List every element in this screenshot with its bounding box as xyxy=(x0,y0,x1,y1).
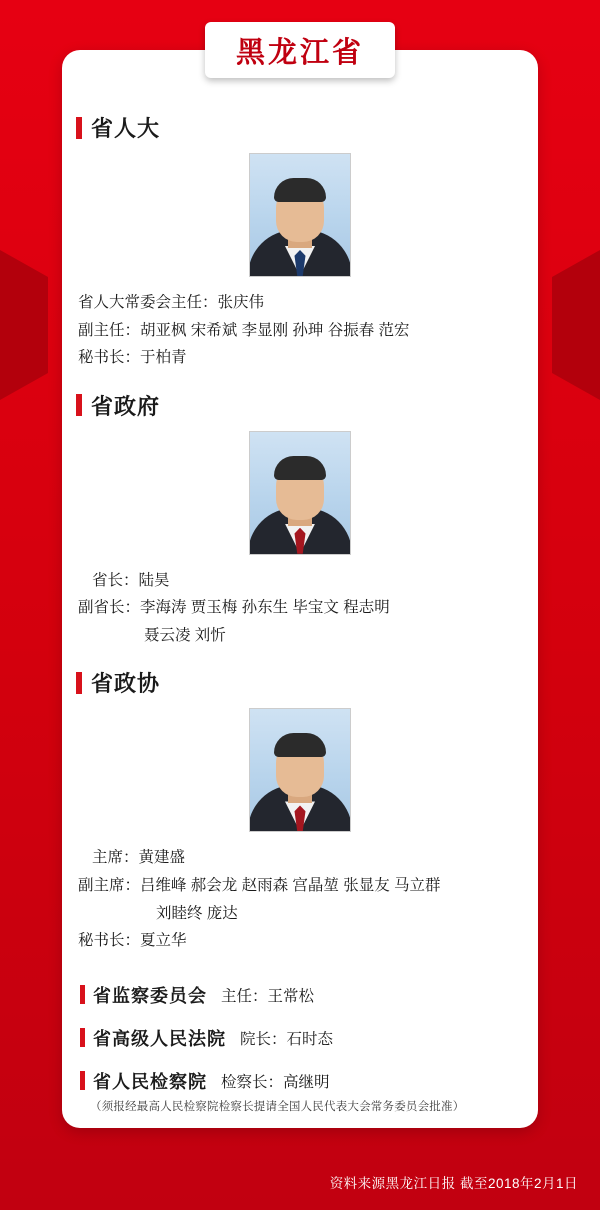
ribbon-right-decoration xyxy=(552,250,600,400)
mini-rows xyxy=(62,955,538,1114)
section-provincial-peoples-congress xyxy=(62,50,538,372)
officials-line: 主席：黄建盛 xyxy=(92,849,186,867)
section-lines xyxy=(62,567,538,650)
mini-row-value: 院长：石时态 xyxy=(240,1030,334,1048)
officials-line: 副主席：吕维峰 郝会龙 赵雨森 宫晶堃 张显友 马立群 xyxy=(78,877,441,895)
mini-row-value: 主任：王常松 xyxy=(221,987,315,1005)
officials-line: 刘睦终 庞达 xyxy=(156,904,238,922)
content-card xyxy=(62,50,538,1128)
mini-row-supervisory-commission xyxy=(62,982,538,1008)
portrait-photo-wrap xyxy=(62,708,538,832)
portrait-photo xyxy=(249,708,351,832)
accent-bar-icon xyxy=(76,394,82,416)
hair-shape xyxy=(274,733,326,757)
mini-row-title: 省高级人民法院 xyxy=(93,1028,226,1049)
page-title: 黑龙江省 xyxy=(235,36,364,69)
section-heading xyxy=(62,390,538,421)
officials-line: 省人大常委会主任：张庆伟 xyxy=(78,294,265,311)
portrait-photo xyxy=(249,153,351,277)
accent-bar-icon xyxy=(80,1071,85,1090)
section-heading xyxy=(62,667,538,698)
content-card-inner xyxy=(62,50,538,1128)
accent-bar-icon xyxy=(76,672,82,694)
footnote: （须报经最高人民检察院检察长提请全国人民代表大会常务委员会批准） xyxy=(90,1100,465,1113)
ribbon-left-decoration xyxy=(0,250,48,400)
section-provincial-cppcc xyxy=(62,649,538,954)
title-badge xyxy=(205,22,395,78)
mini-row-value: 检察长：高继明 xyxy=(221,1073,330,1091)
source-footer: 资料来源黑龙江日报 截至2018年2月1日 xyxy=(329,1176,578,1191)
portrait-photo-wrap xyxy=(62,153,538,277)
section-title: 省政府 xyxy=(91,393,161,419)
mini-row-high-peoples-court xyxy=(62,1025,538,1051)
officials-line: 聂云凌 刘忻 xyxy=(144,626,226,644)
officials-line: 秘书长：夏立华 xyxy=(78,932,187,950)
portrait-photo xyxy=(249,431,351,555)
mini-row-title: 省人民检察院 xyxy=(93,1071,207,1092)
section-lines xyxy=(62,289,538,372)
section-title: 省政协 xyxy=(91,671,161,697)
section-heading xyxy=(62,112,538,143)
accent-bar-icon xyxy=(76,117,82,139)
officials-line: 副主任：胡亚枫 宋希斌 李显刚 孙珅 谷振春 范宏 xyxy=(78,321,410,339)
mini-row-peoples-procuratorate xyxy=(62,1068,538,1094)
officials-line: 副省长：李海涛 贾玉梅 孙东生 毕宝文 程志明 xyxy=(78,599,390,617)
officials-line: 秘书长：于柏青 xyxy=(78,349,187,367)
accent-bar-icon xyxy=(80,1028,85,1047)
hair-shape xyxy=(274,178,326,202)
section-provincial-government xyxy=(62,372,538,650)
mini-row-title: 省监察委员会 xyxy=(93,985,207,1006)
section-title: 省人大 xyxy=(91,116,161,141)
accent-bar-icon xyxy=(80,985,85,1004)
hair-shape xyxy=(274,456,326,480)
portrait-photo-wrap xyxy=(62,431,538,555)
officials-line: 省长：陆昊 xyxy=(92,571,170,589)
section-lines xyxy=(62,844,538,954)
